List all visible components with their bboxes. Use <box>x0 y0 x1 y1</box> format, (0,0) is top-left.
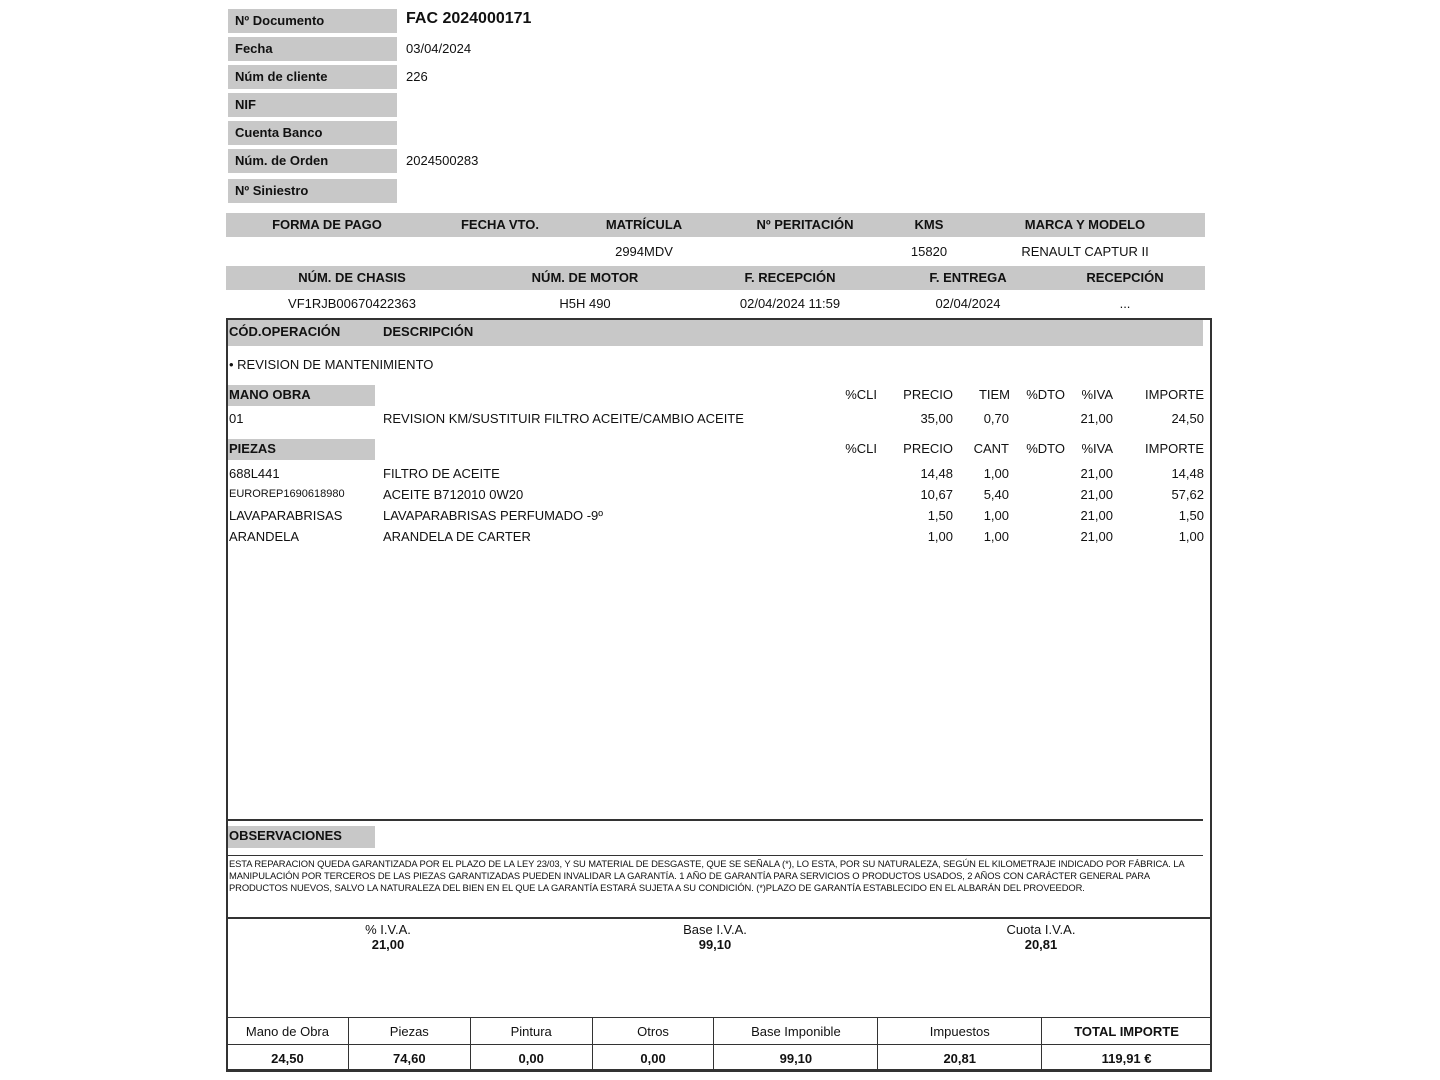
col-reception: RECEPCIÓN <box>1086 270 1164 285</box>
col-kms: KMS <box>914 217 944 232</box>
total-labor: 24,50 <box>227 1045 349 1072</box>
part-code: 688L441 <box>229 466 280 481</box>
reception: ... <box>1119 296 1131 311</box>
kms: 15820 <box>910 244 948 259</box>
totals-value-row <box>227 1045 1212 1072</box>
total-other-label: Otros <box>592 1018 714 1045</box>
order-number: 2024500283 <box>406 153 479 168</box>
col-chassis: NÚM. DE CHASIS <box>298 270 406 285</box>
grand-total: 119,91 € <box>1042 1045 1212 1072</box>
part-price: 1,50 <box>927 508 953 523</box>
label-date: Fecha <box>228 37 397 61</box>
part-qty: 5,40 <box>983 487 1009 502</box>
col-make-model: MARCA Y MODELO <box>1024 217 1146 232</box>
part-desc: LAVAPARABRISAS PERFUMADO -9º <box>383 508 604 523</box>
parts-col-dto: %DTO <box>1026 441 1065 456</box>
labor-col-iva: %IVA <box>1081 387 1113 402</box>
total-taxes: 20,81 <box>878 1045 1042 1072</box>
labor-amount: 24,50 <box>1171 411 1204 426</box>
label-nif: NIF <box>228 93 397 117</box>
part-desc: FILTRO DE ACEITE <box>383 466 500 481</box>
col-engine: NÚM. DE MOTOR <box>531 270 639 285</box>
part-amount: 57,62 <box>1171 487 1204 502</box>
labor-col-dto: %DTO <box>1026 387 1065 402</box>
labor-iva: 21,00 <box>1080 411 1113 426</box>
labor-code: 01 <box>229 411 244 426</box>
col-due-date: FECHA VTO. <box>460 217 539 232</box>
col-delivery-date: F. ENTREGA <box>929 270 1007 285</box>
total-taxable-base: 99,10 <box>714 1045 878 1072</box>
label-bank-account: Cuenta Banco <box>228 121 397 145</box>
part-qty: 1,00 <box>983 508 1009 523</box>
parts-col-cli: %CLI <box>845 441 877 456</box>
parts-col-iva: %IVA <box>1081 441 1113 456</box>
part-price: 14,48 <box>920 466 953 481</box>
part-code: LAVAPARABRISAS <box>229 508 343 523</box>
grand-total-label: TOTAL IMPORTE <box>1042 1018 1212 1045</box>
label-client-number: Núm de cliente <box>228 65 397 89</box>
total-parts-label: Piezas <box>348 1018 470 1045</box>
part-price: 10,67 <box>920 487 953 502</box>
parts-col-qty: CANT <box>973 441 1009 456</box>
labor-time: 0,70 <box>983 411 1009 426</box>
total-paint-label: Pintura <box>470 1018 592 1045</box>
total-labor-label: Mano de Obra <box>227 1018 349 1045</box>
part-amount: 1,50 <box>1178 508 1204 523</box>
labor-col-time: TIEM <box>978 387 1010 402</box>
col-payment-method: FORMA DE PAGO <box>272 217 382 232</box>
labor-col-cli: %CLI <box>845 387 877 402</box>
totals-table <box>226 1017 1212 1072</box>
delivery-date: 02/04/2024 <box>935 296 1001 311</box>
observations-divider <box>228 819 1203 821</box>
part-qty: 1,00 <box>983 529 1009 544</box>
part-desc: ACEITE B712010 0W20 <box>383 487 524 502</box>
labor-title: MANO OBRA <box>229 387 311 402</box>
parts-title: PIEZAS <box>229 441 276 456</box>
col-appraisal: Nº PERITACIÓN <box>756 217 854 232</box>
parts-col-price: PRECIO <box>903 441 953 456</box>
plate: 2994MDV <box>615 244 673 259</box>
label-document-number: Nº Documento <box>228 9 397 33</box>
part-code: ARANDELA <box>229 529 300 544</box>
observations-title: OBSERVACIONES <box>229 828 342 843</box>
section-title: • REVISION DE MANTENIMIENTO <box>229 357 434 372</box>
total-taxes-label: Impuestos <box>878 1018 1042 1045</box>
reception-date: 02/04/2024 11:59 <box>739 296 841 311</box>
part-iva: 21,00 <box>1080 487 1113 502</box>
label-order-number: Núm. de Orden <box>228 149 397 173</box>
part-iva: 21,00 <box>1080 466 1113 481</box>
part-qty: 1,00 <box>983 466 1009 481</box>
tax-base: 99,10 <box>698 937 732 952</box>
total-other: 0,00 <box>592 1045 714 1072</box>
labor-price: 35,00 <box>920 411 953 426</box>
chassis-number: VF1RJB00670422363 <box>288 296 416 311</box>
operations-header-bar <box>228 320 1203 346</box>
total-paint: 0,00 <box>470 1045 592 1072</box>
total-parts: 74,60 <box>348 1045 470 1072</box>
labor-col-amount: IMPORTE <box>1145 387 1204 402</box>
document-number: FAC 2024000171 <box>406 10 532 27</box>
observations-text: ESTA REPARACION QUEDA GARANTIZADA POR EL PLAZO DE LA LEY 23/03, Y SU MATERIAL DE DESGASTE, QUE SE SEÑALA (*), LO ESTA, POR SU NATURALEZA, SEGÚN EL KILOMETRAJE INDICADO POR FÁBRICA. LA MANIPULACIÓN POR TERCEROS DE LAS PIEZAS GARANTIZADAS PUEDEN INVALIDAR LA GARANTÍA. 1 AÑO DE GARANTÍA PARA SERVICIOS O PRODUCTOS USADOS, 2 AÑOS CON CARÁCTER GENERAL PARA PRODUCTOS NUEVOS, SALVO LA NATURALEZA DEL BIEN EN EL QUE LA GARANTÍA ESTARÁ SUJETA A SU CONDICIÓN. (*)PLAZO DE GARANTÍA ESTABLECIDO EN EL ALBARÁN DEL PROVEEDOR. <box>229 858 1185 893</box>
totals-header-row <box>227 1018 1212 1045</box>
part-amount: 1,00 <box>1178 529 1204 544</box>
document-date: 03/04/2024 <box>406 41 472 56</box>
tax-cuota: 20,81 <box>1024 937 1058 952</box>
part-code: EUROREP1690618980 <box>229 488 345 500</box>
parts-col-amount: IMPORTE <box>1145 441 1204 456</box>
tax-iva-pct-label: % I.V.A. <box>365 922 411 937</box>
part-amount: 14,48 <box>1171 466 1204 481</box>
engine-number: H5H 490 <box>559 296 611 311</box>
col-description: DESCRIPCIÓN <box>383 324 474 339</box>
part-iva: 21,00 <box>1080 529 1113 544</box>
operations-box <box>226 318 1212 1071</box>
labor-col-price: PRECIO <box>903 387 953 402</box>
label-claim-number: Nº Siniestro <box>228 179 397 203</box>
part-iva: 21,00 <box>1080 508 1113 523</box>
total-taxable-base-label: Base Imponible <box>714 1018 878 1045</box>
tax-divider <box>228 917 1210 919</box>
observations-rule <box>228 855 1203 856</box>
col-reception-date: F. RECEPCIÓN <box>744 270 836 285</box>
tax-cuota-label: Cuota I.V.A. <box>1006 922 1076 937</box>
col-plate: MATRÍCULA <box>605 217 683 232</box>
make-model: RENAULT CAPTUR II <box>1021 244 1149 259</box>
labor-desc: REVISION KM/SUSTITUIR FILTRO ACEITE/CAMBIO ACEITE <box>383 411 744 426</box>
part-desc: ARANDELA DE CARTER <box>383 529 531 544</box>
client-number: 226 <box>406 69 428 84</box>
tax-base-label: Base I.V.A. <box>683 922 747 937</box>
col-operation-code: CÓD.OPERACIÓN <box>229 324 341 339</box>
tax-iva-pct: 21,00 <box>371 937 405 952</box>
part-price: 1,00 <box>927 529 953 544</box>
